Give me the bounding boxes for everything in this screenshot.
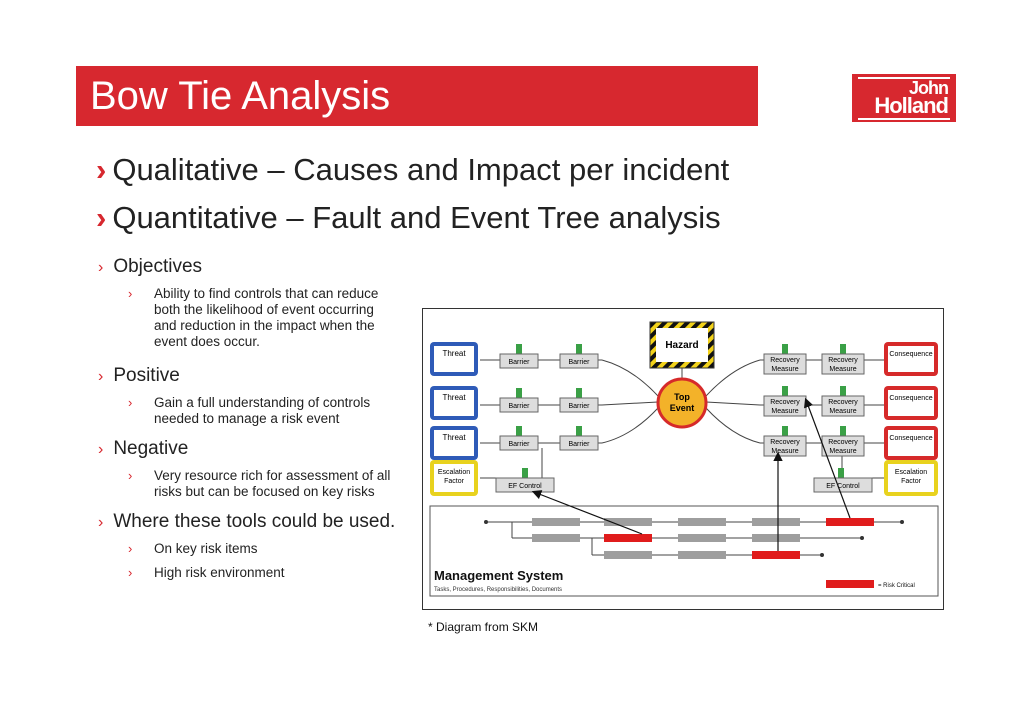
positive-item <box>128 395 370 427</box>
svg-text:Barrier: Barrier <box>568 403 590 410</box>
bullet-qualitative <box>96 152 729 188</box>
chevron-right-icon: › <box>98 259 104 276</box>
objectives-item <box>128 286 378 350</box>
section-positive <box>98 365 180 388</box>
svg-text:Recovery: Recovery <box>828 357 858 364</box>
hazard-box <box>650 322 714 368</box>
chevron-right-icon: › <box>96 152 107 187</box>
item-line: Very resource rich for assessment of all <box>154 468 391 483</box>
svg-text:Barrier: Barrier <box>508 359 530 366</box>
where-used-item <box>128 565 285 581</box>
svg-text:Measure: Measure <box>829 366 857 373</box>
logo-rule-bottom <box>858 118 950 120</box>
svg-text:EF Control: EF Control <box>508 483 542 490</box>
bullet-text: Quantitative – Fault and Event Tree analysis <box>112 200 721 235</box>
legend-swatch <box>826 580 874 588</box>
svg-text:EF Control: EF Control <box>826 483 860 490</box>
svg-text:Measure: Measure <box>829 448 857 455</box>
threat-label: Threat <box>442 349 466 358</box>
chevron-right-icon: › <box>128 541 133 556</box>
svg-text:Recovery: Recovery <box>770 357 800 364</box>
svg-text:Recovery: Recovery <box>828 439 858 446</box>
item-line: Ability to find controls that can reduce <box>154 286 379 301</box>
consequence-box <box>884 426 938 460</box>
svg-text:Barrier: Barrier <box>508 441 530 448</box>
chevron-right-icon: › <box>128 286 133 301</box>
svg-text:Consequence: Consequence <box>889 351 933 358</box>
management-subtitle: Tasks, Procedures, Responsibilities, Documents <box>434 587 563 593</box>
item-line: risks but can be focused on key risks <box>154 484 375 499</box>
threat-box <box>430 426 478 460</box>
escalation-label: Factor <box>444 478 464 485</box>
item-line: On key risk items <box>154 541 258 556</box>
chevron-right-icon: › <box>128 395 133 410</box>
item-line: Gain a full understanding of controls <box>154 395 371 410</box>
escalation-factor-right-box <box>884 460 938 496</box>
svg-text:Measure: Measure <box>771 366 799 373</box>
item-line: event does occur. <box>154 334 260 349</box>
logo-text-holland: Holland <box>874 93 948 118</box>
bow-tie-diagram <box>422 308 944 610</box>
logo-text-john: John <box>909 78 948 98</box>
bullet-text: Qualitative – Causes and Impact per incident <box>112 152 730 187</box>
svg-text:Barrier: Barrier <box>568 359 590 366</box>
svg-text:Event: Event <box>669 403 695 413</box>
section-where-used <box>98 511 395 534</box>
section-objectives <box>98 256 202 279</box>
svg-text:Top: Top <box>674 392 690 402</box>
svg-text:Recovery: Recovery <box>770 439 800 446</box>
escalation-label: Escalation <box>437 469 471 476</box>
svg-text:Factor: Factor <box>901 478 921 485</box>
threat-box <box>430 386 478 420</box>
threat-box <box>430 342 478 376</box>
chevron-right-icon: › <box>98 441 104 458</box>
chevron-right-icon: › <box>98 368 104 385</box>
svg-text:Recovery: Recovery <box>770 399 800 406</box>
svg-text:Measure: Measure <box>771 408 799 415</box>
where-used-item <box>128 541 258 557</box>
slide-title: Bow Tie Analysis <box>90 74 391 118</box>
item-line: needed to manage a risk event <box>154 411 340 426</box>
item-line: both the likelihood of event occurring <box>154 302 374 317</box>
legend-label: = Risk Critical <box>878 583 915 589</box>
svg-text:Hazard: Hazard <box>665 340 699 351</box>
escalation-factor-box <box>430 460 478 496</box>
consequence-box <box>884 342 938 376</box>
title-bar <box>76 66 758 126</box>
top-event-circle <box>658 379 706 427</box>
diagram-footnote: * Diagram from SKM <box>428 620 539 634</box>
section-heading: Objectives <box>113 256 203 277</box>
item-line: High risk environment <box>154 565 285 580</box>
management-system-panel <box>430 506 938 596</box>
chevron-right-icon: › <box>128 565 133 580</box>
svg-text:Measure: Measure <box>771 448 799 455</box>
management-title: Management System <box>434 568 564 583</box>
svg-text:Consequence: Consequence <box>889 395 933 402</box>
svg-text:Barrier: Barrier <box>508 403 530 410</box>
threat-label: Threat <box>442 433 466 442</box>
svg-text:Barrier: Barrier <box>568 441 590 448</box>
item-line: and reduction in the impact when the <box>154 318 375 333</box>
section-heading: Where these tools could be used. <box>113 511 396 532</box>
threat-label: Threat <box>442 393 466 402</box>
bullet-quantitative <box>96 200 721 236</box>
svg-text:Consequence: Consequence <box>889 435 933 442</box>
consequence-box <box>884 386 938 420</box>
negative-item <box>128 468 390 500</box>
chevron-right-icon: › <box>98 514 104 531</box>
section-negative <box>98 438 188 461</box>
john-holland-logo <box>852 74 956 122</box>
svg-text:Recovery: Recovery <box>828 399 858 406</box>
svg-text:Measure: Measure <box>829 408 857 415</box>
section-heading: Positive <box>113 365 180 386</box>
svg-text:Escalation: Escalation <box>894 469 928 476</box>
chevron-right-icon: › <box>128 468 133 483</box>
chevron-right-icon: › <box>96 200 107 235</box>
section-heading: Negative <box>113 438 189 459</box>
